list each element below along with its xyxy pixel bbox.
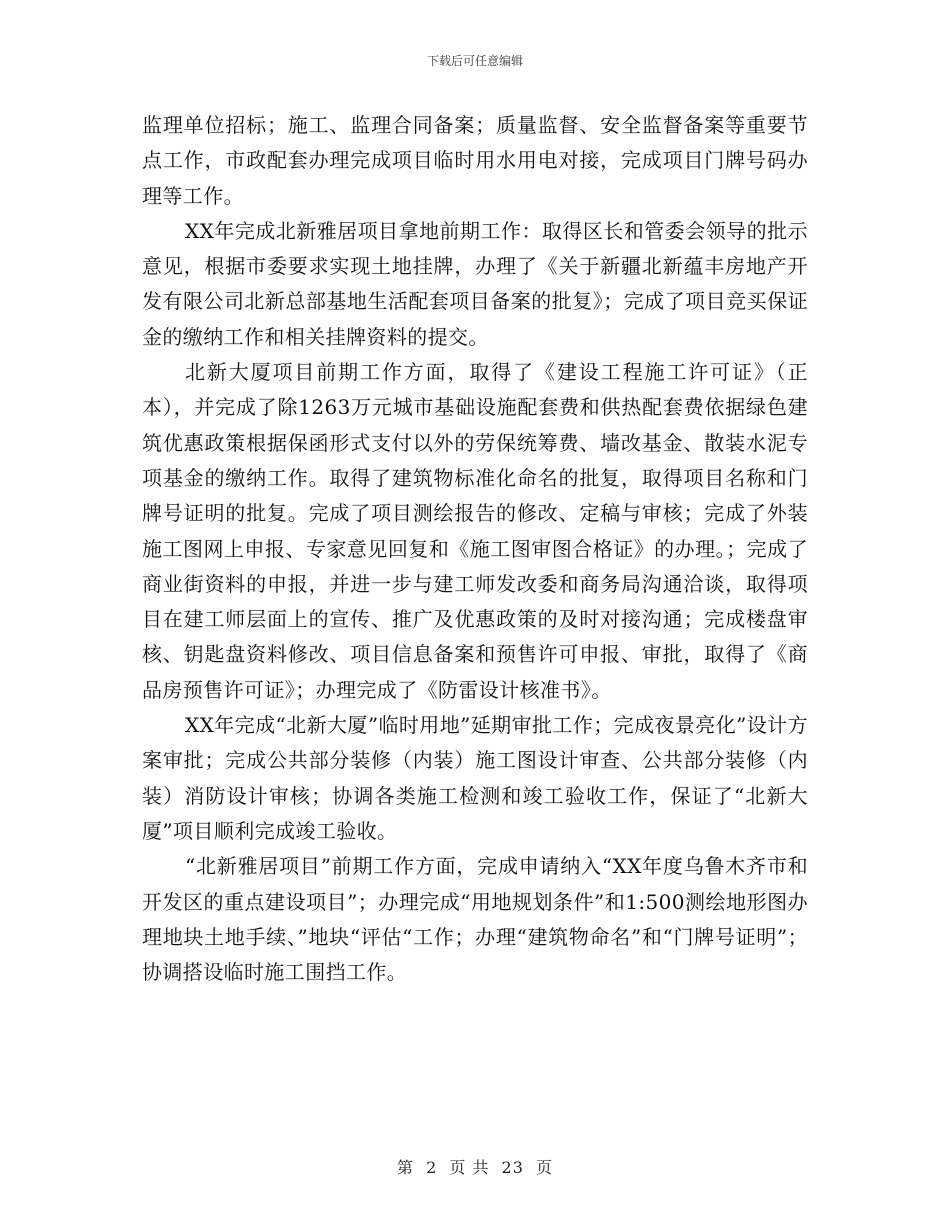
paragraph-3: 北新大厦项目前期工作方面，取得了《建设工程施工许可证》（正本），并完成了除1263万元城市基础设施配套费和供热配套费依据绿色建筑优惠政策根据保函形式支付以外的劳保统筹费、墙改基金、散装水泥专项基金的缴纳工作。取得了建筑物标准化命名的批复，取得项目名称和门牌号证明的批复。完成了项目测绘报告的修改、定稿与审核；完成了外装施工图网上申报、专家意见回复和《施工图审图合格证》的办理。；完成了商业街资料的申报，并进一步与建工师发改委和商务局沟通洽谈，取得项目在建工师层面上的宣传、推广及优惠政策的及时对接沟通；完成楼盘审核、钥匙盘资料修改、项目信息备案和预售许可申报、审批，取得了《商品房预售许可证》；办理完成了《防雷设计核准书》。 [142,360,808,702]
page-total: 23 [501,1158,524,1177]
page-middle: 页 共 [449,1158,490,1177]
paragraph-4: XX年完成“北新大厦”临时用地”延期审批工作；完成夜景亮化”设计方案审批；完成公共部分装修（内装）施工图设计审查、公共部分装修（内装）消防设计审核；协调各类施工检测和竣工验收工作，保证了“北新大厦”项目顺利完成竣工验收。 [142,713,808,843]
page-suffix: 页 [536,1158,554,1177]
page-prefix: 第 [396,1158,414,1177]
page-footer [0,1155,950,1178]
paragraph-1: 监理单位招标；施工、监理合同备案；质量监督、安全监督备案等重要节点工作，市政配套办理完成项目临时用水用电对接，完成项目门牌号码办理等工作。 [142,113,808,208]
page-number: 2 [426,1158,438,1177]
document-body [142,108,808,990]
paragraph-5: “北新雅居项目”前期工作方面，完成申请纳入“XX年度乌鲁木齐市和开发区的重点建设项目”；办理完成“用地规划条件”和1:500测绘地形图办理地块土地手续、”地块“评估“工作；办理“建筑物命名”和“门牌号证明”；协调搭设临时施工围挡工作。 [142,854,808,985]
paragraph-2: XX年完成北新雅居项目拿地前期工作：取得区长和管委会领导的批示意见，根据市委要求实现土地挂牌，办理了《关于新疆北新蕴丰房地产开发有限公司北新总部基地生活配套项目备案的批复》；完成了项目竞买保证金的缴纳工作和相关挂牌资料的提交。 [142,218,808,349]
header-note: 下载后可任意编辑 [426,54,523,68]
